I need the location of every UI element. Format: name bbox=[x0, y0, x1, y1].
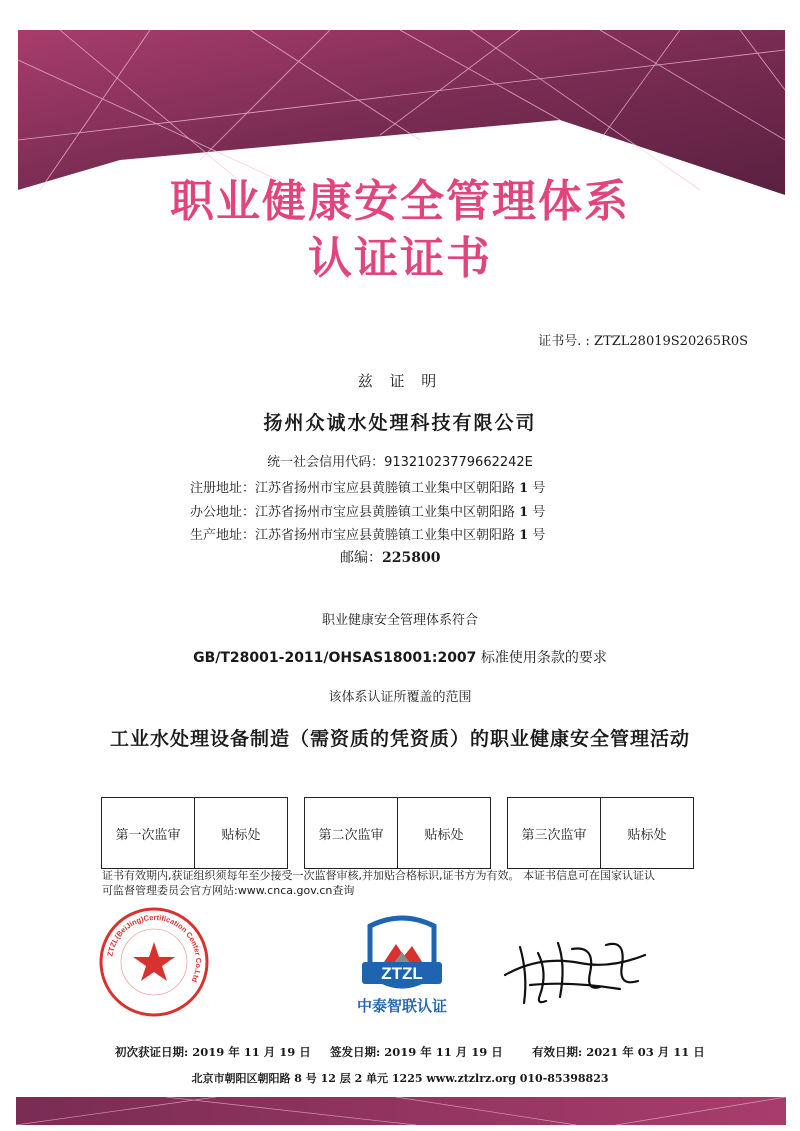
postcode-value: 225800 bbox=[382, 550, 441, 566]
validity-notice: 证书有效期内,获证组织须每年至少接受一次监督审核,并加贴合格标识,证书方为有效。 本证书信息可在国家认证认可监督管理委员会官方网站:www.cnca.gov.cn查询 bbox=[102, 869, 655, 897]
date-label: 初次获证日期: bbox=[115, 1045, 189, 1059]
standard-statement bbox=[0, 647, 800, 667]
address-number: 1 bbox=[519, 481, 529, 496]
address-suffix: 号 bbox=[532, 528, 546, 543]
certificate-subtitle: 认证证书 bbox=[308, 233, 492, 284]
registered-address bbox=[190, 477, 545, 496]
logo-letters: ZTZL bbox=[381, 964, 423, 983]
address-label: 生产地址： bbox=[190, 528, 256, 543]
postcode bbox=[340, 547, 440, 567]
scope-intro: 该体系认证所覆盖的范围 bbox=[328, 690, 472, 705]
audit-label: 第一次监审 bbox=[102, 798, 195, 868]
footer-banner bbox=[16, 1097, 786, 1125]
address-value: 江苏省扬州市宝应县黄塍镇工业集中区朝阳路 bbox=[255, 481, 516, 496]
date-value: 2019 年 11 月 19 日 bbox=[384, 1045, 503, 1059]
certificate-title: 职业健康安全管理体系 bbox=[170, 176, 630, 227]
date-label: 签发日期: bbox=[330, 1045, 381, 1059]
date-value: 2019 年 11 月 19 日 bbox=[192, 1045, 311, 1059]
address-value: 江苏省扬州市宝应县黄塍镇工业集中区朝阳路 bbox=[255, 505, 516, 520]
audit-box-2 bbox=[304, 797, 491, 869]
date-value: 2021 年 03 月 11 日 bbox=[586, 1045, 705, 1059]
audit-box-1 bbox=[101, 797, 288, 869]
seal-lettering: ZTZL(BeiJing)Certification Center Co.Ltd bbox=[105, 912, 204, 984]
audit-stamp-area: 贴标处 bbox=[424, 827, 464, 843]
audit-box-3 bbox=[507, 797, 694, 869]
company-name: 扬州众诚水处理科技有限公司 bbox=[263, 412, 537, 434]
standard-text: 标准使用条款的要求 bbox=[476, 650, 607, 666]
certificate-number: 证书号. : ZTZL28019S20265R0S bbox=[538, 334, 748, 349]
address-suffix: 号 bbox=[532, 481, 546, 496]
production-address bbox=[190, 524, 545, 543]
address-suffix: 号 bbox=[532, 505, 546, 520]
audit-label: 第三次监审 bbox=[508, 798, 601, 868]
credit-code: 统一社会信用代码：91321023779662242E bbox=[267, 455, 533, 470]
certification-scope: 工业水处理设备制造（需资质的凭资质）的职业健康安全管理活动 bbox=[109, 728, 690, 750]
address-label: 注册地址： bbox=[190, 481, 256, 496]
address-label: 办公地址： bbox=[190, 505, 256, 520]
hereby-certify: 兹 证 明 bbox=[357, 372, 443, 390]
address-value: 江苏省扬州市宝应县黄塍镇工业集中区朝阳路 bbox=[255, 528, 516, 543]
issuer-name: 中泰智联认证 bbox=[356, 997, 447, 1015]
date-label: 有效日期: bbox=[532, 1045, 583, 1059]
expiry-date bbox=[532, 1044, 705, 1060]
issuer-contact: 北京市朝阳区朝阳路 8 号 12 层 2 单元 1225 www.ztzlrz.org 010-85398823 bbox=[191, 1072, 609, 1085]
audit-stamp-area: 贴标处 bbox=[627, 827, 667, 843]
office-address bbox=[190, 501, 545, 520]
signature-icon bbox=[500, 925, 650, 1015]
audit-stamp-area: 贴标处 bbox=[221, 827, 261, 843]
conformity-statement: 职业健康安全管理体系符合 bbox=[321, 613, 478, 628]
address-number: 1 bbox=[519, 528, 529, 543]
postcode-label: 邮编： bbox=[340, 550, 382, 566]
issue-date bbox=[330, 1044, 503, 1060]
standard-code: GB/T28001-2011/OHSAS18001:2007 bbox=[193, 650, 477, 666]
company-seal-icon bbox=[98, 906, 210, 1018]
address-number: 1 bbox=[519, 505, 529, 520]
initial-certification-date bbox=[115, 1044, 311, 1060]
audit-label: 第二次监审 bbox=[305, 798, 398, 868]
